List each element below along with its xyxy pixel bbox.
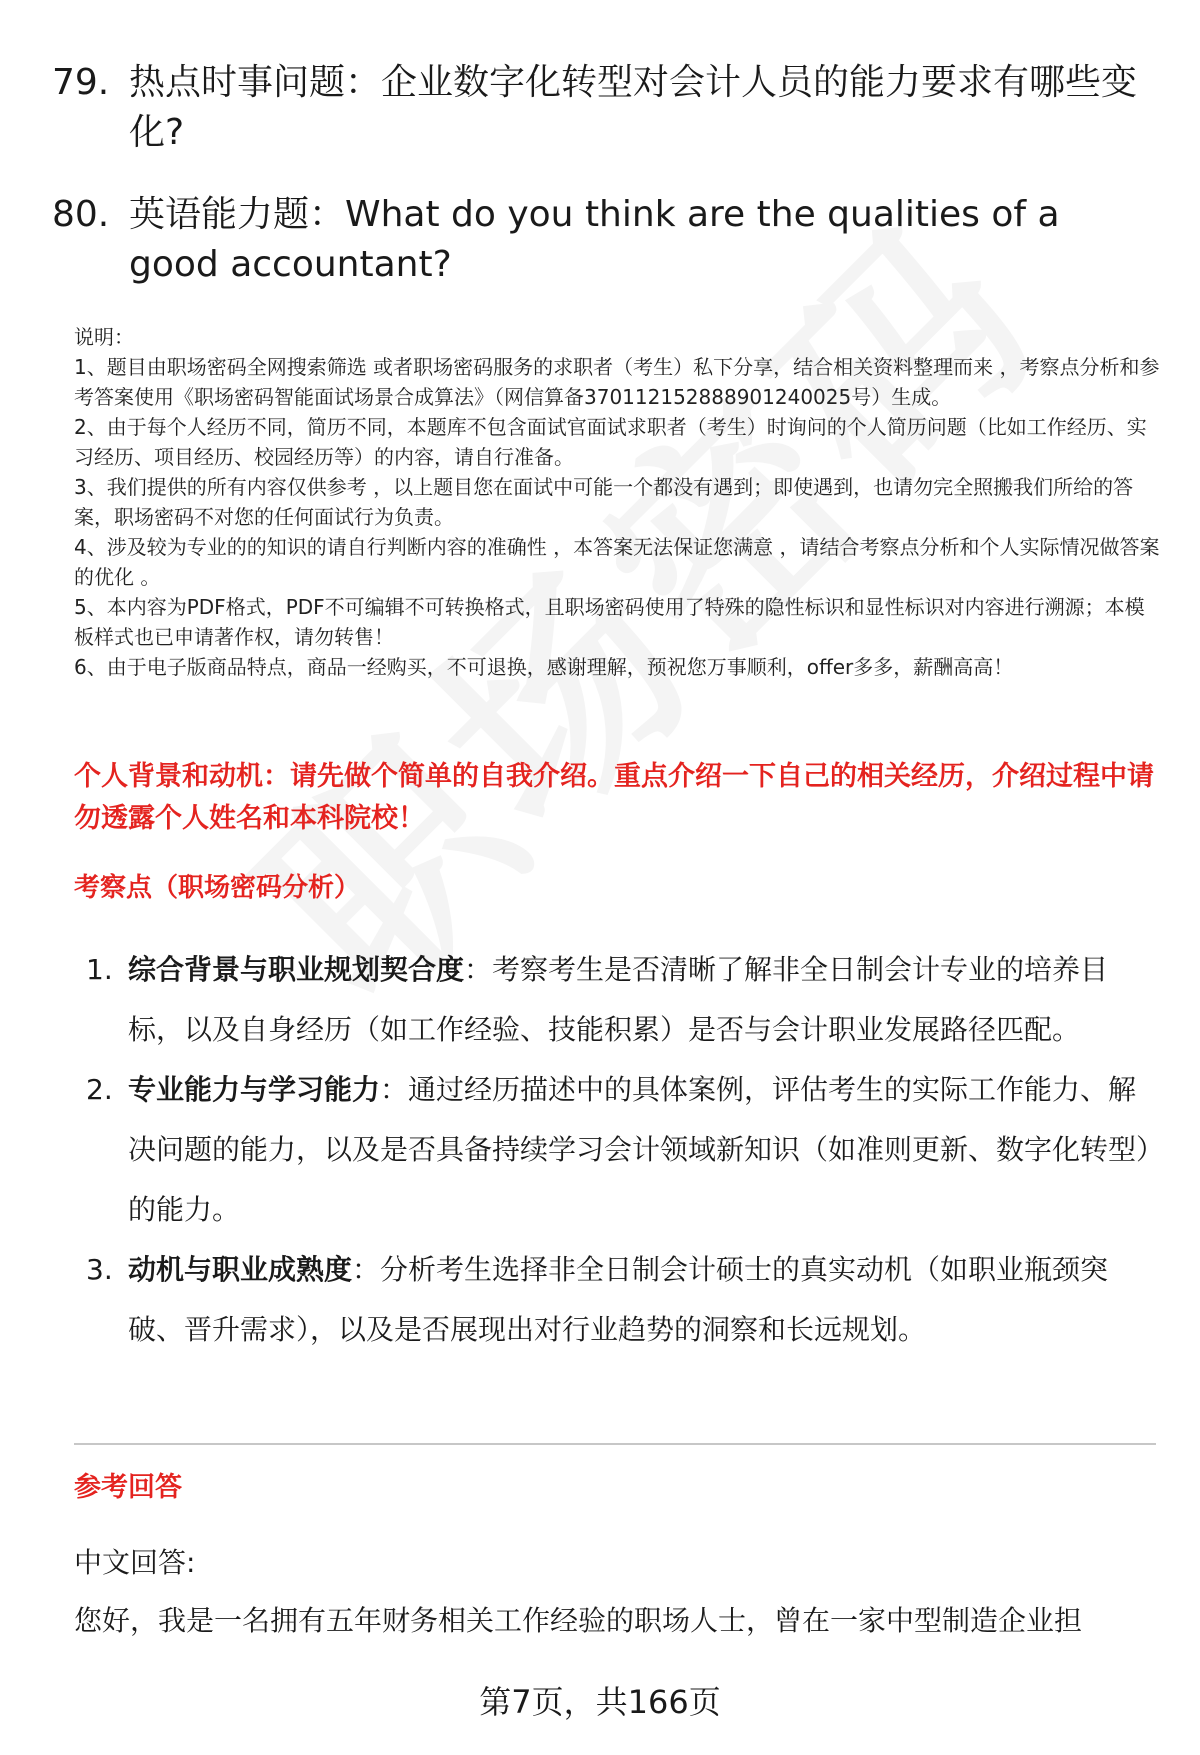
intro-question: 个人背景和动机：请先做个简单的自我介绍。重点介绍一下自己的相关经历，介绍过程中请勿透露个人姓名和本科院校！ <box>74 761 1154 834</box>
point-heading: 动机与职业成熟度 <box>128 1253 353 1286</box>
notes-section <box>74 322 1164 682</box>
answer-label: 中文回答: <box>74 1546 196 1579</box>
question-80 <box>52 190 1152 290</box>
question-text: 英语能力题：What do you think are the qualities of a good accountant? <box>129 194 1060 285</box>
analysis-title: 考察点（职场密码分析） <box>74 873 361 903</box>
point-number: 1. <box>86 953 113 986</box>
answer-body: 您好，我是一名拥有五年财务相关工作经验的职场人士，曾在一家中型制造企业担 <box>74 1604 1083 1637</box>
analysis-point <box>74 1060 1154 1240</box>
analysis-point <box>74 1240 1154 1360</box>
note-item: 6、由于电子版商品特点，商品一经购买，不可退换，感谢理解，预祝您万事顺利，offer多多，薪酬高高！ <box>74 655 1014 679</box>
point-heading: 专业能力与学习能力 <box>128 1073 381 1106</box>
question-text: 热点时事问题：企业数字化转型对会计人员的能力要求有哪些变化? <box>129 62 1138 153</box>
point-heading: 综合背景与职业规划契合度 <box>128 953 465 986</box>
point-number: 2. <box>86 1073 113 1106</box>
note-item: 5、本内容为PDF格式，PDF不可编辑不可转换格式，且职场密码使用了特殊的隐性标识和显性标识对内容进行溯源；本模板样式也已申请著作权，请勿转售！ <box>74 595 1145 649</box>
note-item: 3、我们提供的所有内容仅供参考 ，以上题目您在面试中可能一个都没有遇到；即使遇到，也请勿完全照搬我们所给的答案，职场密码不对您的任何面试行为负责。 <box>74 475 1134 529</box>
point-text: ：考察考生是否清晰了解非全日制会计专业的培养目标，以及自身经历（如工作经验、技能积累）是否与会计职业发展路径匹配。 <box>128 953 1109 1046</box>
question-number: 80. <box>52 194 110 235</box>
point-text: ：通过经历描述中的具体案例，评估考生的实际工作能力、解决问题的能力，以及是否具备持续学习会计领域新知识（如准则更新、数字化转型）的能力。 <box>128 1073 1151 1226</box>
notes-title: 说明： <box>74 325 134 349</box>
question-79 <box>52 58 1152 158</box>
page-footer: 第7页，共166页 <box>479 1683 721 1721</box>
note-item: 1、题目由职场密码全网搜索筛选 或者职场密码服务的求职者（考生）私下分享，结合相关资料整理而来 ，考察点分析和参考答案使用《职场密码智能面试场景合成算法》（网信算备370112152888901240025号）生成。 <box>74 355 1160 409</box>
section-divider <box>74 1443 1156 1445</box>
note-item: 2、由于每个人经历不同，简历不同，本题库不包含面试官面试求职者（考生）时询问的个人简历问题（比如工作经历、实习经历、项目经历、校园经历等）的内容，请自行准备。 <box>74 415 1147 469</box>
question-number: 79. <box>52 62 110 103</box>
analysis-point <box>74 940 1154 1060</box>
point-number: 3. <box>86 1253 113 1286</box>
analysis-points <box>74 940 1154 1360</box>
note-item: 4、涉及较为专业的的知识的请自行判断内容的准确性 ，本答案无法保证您满意 ，请结合考察点分析和个人实际情况做答案的优化 。 <box>74 535 1160 589</box>
answer-title: 参考回答 <box>74 1472 182 1503</box>
point-text: ：分析考生选择非全日制会计硕士的真实动机（如职业瓶颈突破、晋升需求），以及是否展现出对行业趋势的洞察和长远规划。 <box>128 1253 1109 1346</box>
